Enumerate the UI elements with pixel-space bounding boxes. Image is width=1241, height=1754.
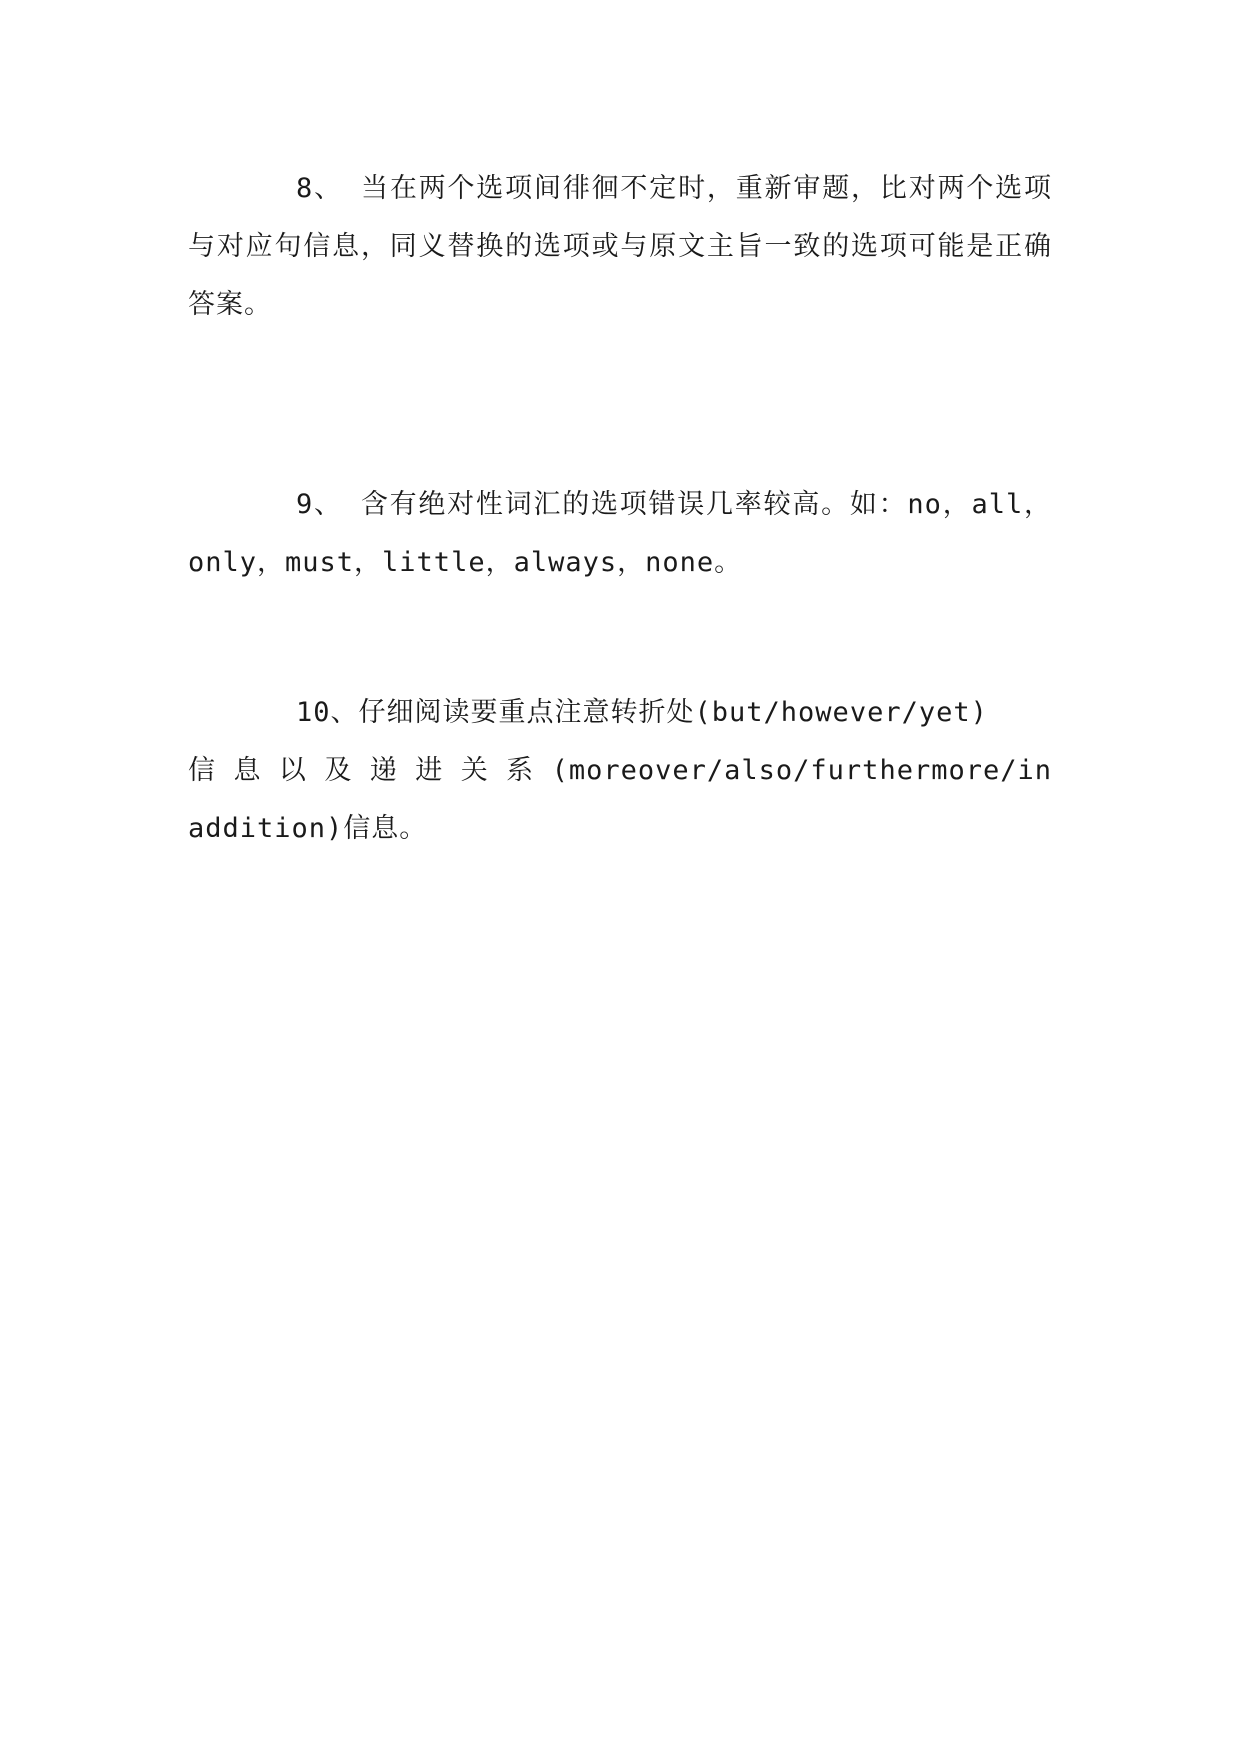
item-text: 当在两个选项间徘徊不定时，重新审题，比对两个选项与对应句信息，同义替换的选项或与原文主旨一致的选项可能是正确答案。 <box>188 173 1052 320</box>
item-line-2: 信 息 以 及 递 进 关 系 (moreover/also/furthermore/in <box>188 755 1052 786</box>
item-number: 8、 <box>296 173 343 204</box>
list-item-9 <box>188 476 1052 592</box>
item-number: 10、 <box>296 697 359 728</box>
item-line-3: addition)信息。 <box>188 813 428 844</box>
list-item-8 <box>188 160 1052 334</box>
list-item-10 <box>188 684 1052 858</box>
item-line-1 <box>188 684 1052 742</box>
item-number: 9、 <box>296 489 343 520</box>
item-text: 含有绝对性词汇的选项错误几率较高。如：no，all，only，must，little，always，none。 <box>188 489 1052 578</box>
item-text: 仔细阅读要重点注意转折处(but/however/yet) <box>358 697 988 728</box>
